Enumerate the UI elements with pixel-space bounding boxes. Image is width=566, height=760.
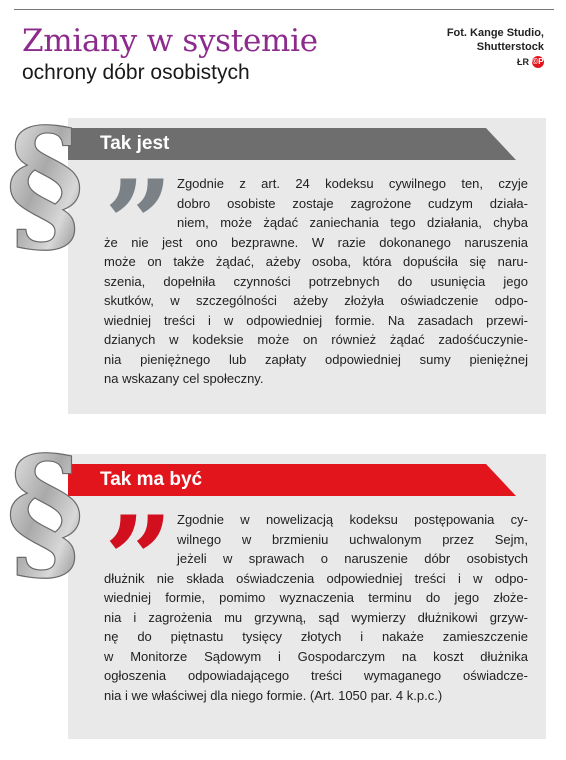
section-heading-proposed: Tak ma być: [68, 464, 486, 496]
author-initials: ŁR: [517, 57, 529, 67]
text-line: skutków, w szczególności ażeby złożyła oświadczenie odpo-: [104, 293, 528, 308]
text-line: dobro osobiste zostaje zagrożone cudzym działa-: [177, 195, 528, 211]
text-line: nia i we właściwej dla niego formie. (Art. 1050 par. 4 k.p.c.): [104, 687, 443, 703]
author-signature: [517, 56, 544, 68]
svg-text:”: ”: [104, 490, 174, 631]
photo-credit-line-2: Shutterstock: [476, 41, 544, 53]
text-line: że nie jest ono bezprawne. W razie dokonanego naruszenia: [104, 234, 528, 250]
text-line: Zgodnie z art. 24 kodeksu cywilnego ten, czyje: [177, 176, 528, 191]
text-line: wiedniej formie, pomimo wyznaczenia terminu do jego złoże-: [104, 590, 528, 605]
svg-text:§: §: [5, 96, 85, 272]
text-line: nę do piętnastu tysięcy złotych i nakaże zamieszczenie: [104, 629, 528, 644]
page-title: Zmiany w systemie: [22, 23, 318, 59]
section-text-current: [104, 174, 528, 389]
section-heading-current: Tak jest: [68, 128, 486, 160]
section-text-proposed: [104, 510, 528, 705]
paragraph-sign-icon: [5, 96, 85, 272]
top-rule: [14, 9, 554, 10]
photo-credit-line-1: Fot. Kange Studio,: [446, 27, 544, 39]
text-line: w Monitorze Sądowym i Gospodarczym na koszt dłużnika: [104, 648, 528, 664]
text-line: nia pieniężnego lub zapłaty odpowiedniej sumy pieniężnej: [104, 351, 528, 367]
text-line: dłużnik nie składa oświadczenia odpowiedniej treści i w odpo-: [104, 570, 528, 586]
paragraph-sign-icon: [5, 424, 85, 600]
text-line: wiedniej treści i w odpowiedniej formie. Na zasadach przewi-: [104, 312, 528, 328]
svg-text:§: §: [5, 424, 85, 600]
text-line: Zgodnie w nowelizacją kodeksu postępowania cy-: [177, 512, 528, 527]
text-line: wilnego w brzmieniu uchwalonym przez Sejm,: [177, 531, 528, 547]
text-line: dzianych w kodeksie może on również żądać zadośćuczynie-: [104, 332, 528, 347]
page-subtitle: ochrony dóbr osobistych: [22, 61, 250, 84]
photo-credit: [447, 26, 544, 54]
text-line: ogłoszenia odpowiadającego treści wymaganego oświadcze-: [104, 668, 528, 683]
svg-text:”: ”: [104, 154, 174, 295]
text-line: szenia, dopełniła czynności potrzebnych do usunięcia jego: [104, 273, 528, 289]
text-line: niem, może żądać zaniechania tego działania, chyba: [177, 215, 528, 230]
copyright-logo-icon: ©P: [532, 57, 544, 66]
text-line: może on także żądać, ażeby osoba, która dopuściła się naru-: [104, 254, 528, 269]
text-line: nia i zagrożenia mu grzywną, sąd wymierzy dłużnikowi grzyw-: [104, 609, 528, 625]
text-line: na wskazany cel społeczny.: [104, 371, 264, 386]
text-line: jeżeli w sprawach o naruszenie dóbr osobistych: [177, 551, 528, 566]
